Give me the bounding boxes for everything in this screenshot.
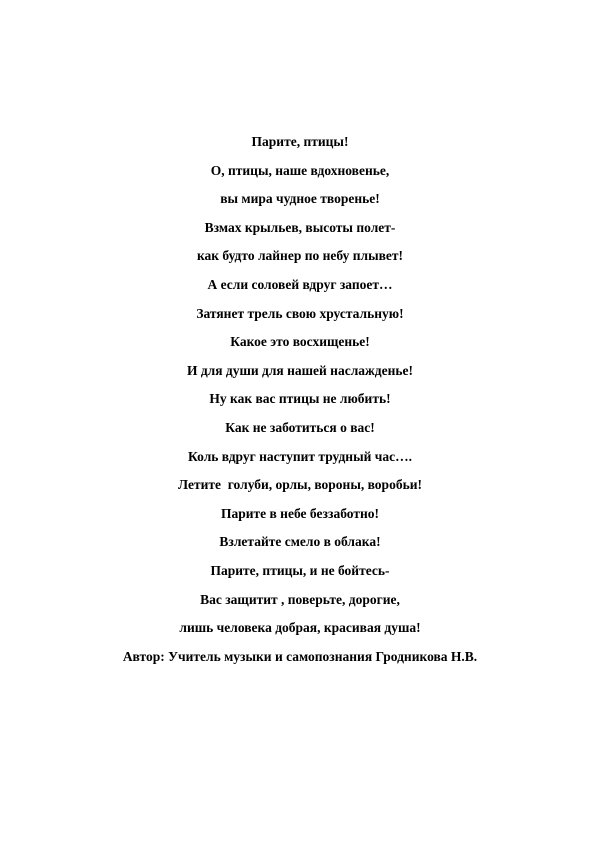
poem-line: как будто лайнер по небу плывет!: [196, 248, 404, 264]
poem-line: Летите голуби, орлы, вороны, воробьи!: [178, 477, 422, 493]
poem-line: Взмах крыльев, высоты полет-: [204, 219, 396, 235]
poem-line: Вас защитит , поверьте, дорогие,: [200, 591, 400, 607]
poem-line: Какое это восхищенье!: [230, 334, 370, 350]
poem-line: А если соловей вдруг запоет…: [207, 276, 393, 292]
poem-line: Парите, птицы, и не бойтесь-: [210, 562, 390, 578]
poem-line: Парите в небе беззаботно!: [220, 505, 380, 521]
poem-line: лишь человека добрая, красивая душа!: [179, 620, 421, 636]
poem-line: Затянет трель свою хрустальную!: [196, 305, 404, 321]
poem-line: Взлетайте смело в облака!: [219, 534, 381, 550]
poem-line: Коль вдруг наступит трудный час….: [188, 448, 412, 464]
poem-line: вы мира чудное творенье!: [220, 191, 380, 207]
poem: [0, 134, 600, 677]
poem-line: И для души для нашей наслажденье!: [186, 362, 414, 378]
poem-title: Парите, птицы!: [251, 134, 349, 149]
poem-line: Ну как вас птицы не любить!: [209, 391, 391, 407]
poem-line: Как не заботиться о вас!: [225, 419, 375, 435]
poem-line: О, птицы, наше вдохновенье,: [210, 162, 390, 178]
author-credit: Автор: Учитель музыки и самопознания Гродникова Н.В.: [122, 648, 478, 664]
